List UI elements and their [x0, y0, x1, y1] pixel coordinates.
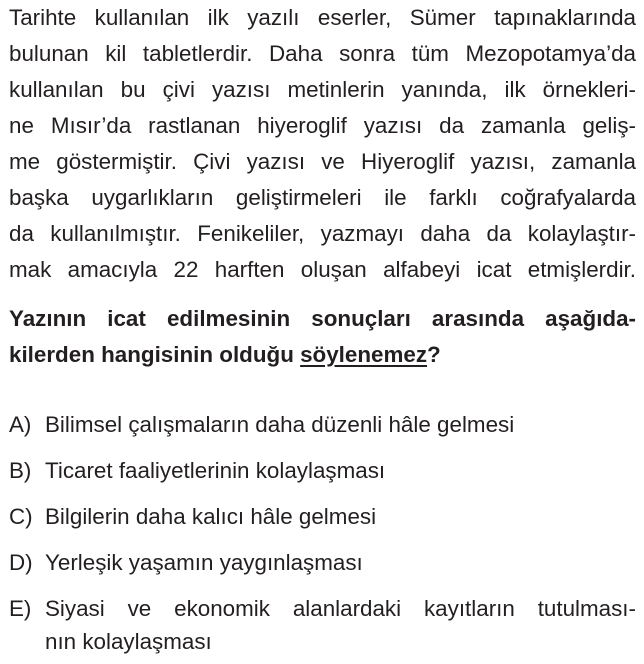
- option-b[interactable]: [9, 457, 385, 485]
- passage-line: kullanılan bu çivi yazısı metinlerin yanında, ilk örnekleri-: [9, 77, 636, 102]
- option-text: Bilgilerin daha kalıcı hâle gelmesi: [45, 504, 377, 529]
- option-text: Bilimsel çalışmaların daha düzenli hâle gelmesi: [45, 412, 515, 437]
- question-line: [9, 341, 441, 369]
- option-text: Siyasi ve ekonomik alanlardaki kayıtların tutulması-: [45, 596, 636, 621]
- option-d[interactable]: [9, 549, 363, 577]
- question-emphasis: söylenemez: [300, 342, 428, 367]
- question-mark: ?: [427, 342, 441, 367]
- passage-line: Tarihte kullanılan ilk yazılı eserler, Sümer tapınaklarında: [9, 5, 636, 30]
- passage-line: ne Mısır’da rastlanan hiyeroglif yazısı da zamanla geliş-: [9, 113, 636, 138]
- option-text: Yerleşik yaşamın yaygınlaşması: [45, 550, 363, 575]
- option-a[interactable]: [9, 411, 514, 439]
- question-line: Yazının icat edilmesinin sonuçları arasında aşağıda-: [9, 306, 636, 331]
- question-text: kilerden hangisinin olduğu: [9, 342, 301, 367]
- option-letter: C): [9, 504, 33, 529]
- passage-line: me göstermiştir. Çivi yazısı ve Hiyeroglif yazısı, zamanla: [9, 149, 636, 174]
- option-e-continuation: nın kolaylaşması: [45, 629, 212, 654]
- option-e[interactable]: [9, 595, 636, 623]
- passage-line: da kullanılmıştır. Fenikeliler, yazmayı daha da kolaylaştır-: [9, 221, 636, 246]
- option-letter: A): [9, 412, 32, 437]
- passage-line: bulunan kil tabletlerdir. Daha sonra tüm Mezopotamya’da: [9, 41, 636, 66]
- option-letter: E): [9, 596, 32, 621]
- passage-line: başka uygarlıkların geliştirmeleri ile farklı coğrafyalarda: [9, 185, 636, 210]
- option-c[interactable]: [9, 503, 376, 531]
- option-letter: D): [9, 550, 33, 575]
- option-letter: B): [9, 458, 32, 483]
- passage-line: mak amacıyla 22 harften oluşan alfabeyi icat etmişlerdir.: [9, 257, 636, 282]
- option-text: Ticaret faaliyetlerinin kolaylaşması: [45, 458, 386, 483]
